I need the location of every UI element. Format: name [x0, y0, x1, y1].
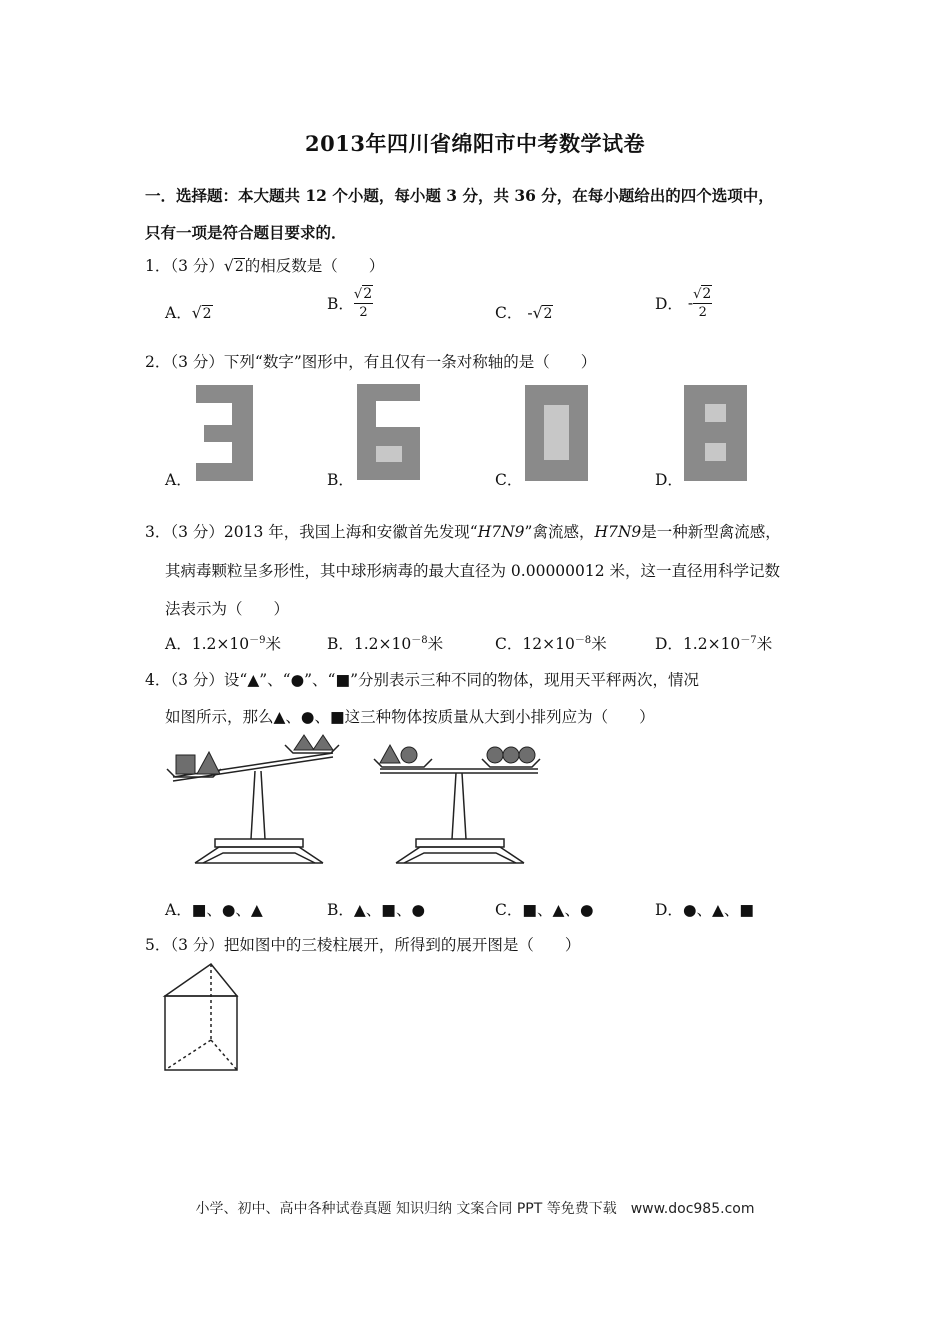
balance-scale-1	[165, 733, 345, 873]
q3-option-c[interactable]: C．$12\times 10^{-8}$米	[495, 635, 607, 654]
virus-name: H7N9	[477, 523, 525, 541]
q2-option-d-label[interactable]: D．	[655, 471, 683, 489]
balance-scale-2	[370, 733, 550, 873]
q3-option-a[interactable]: A．$1.2\times 10^{-9}$米	[165, 635, 281, 654]
q1-option-c[interactable]: C． -√2	[495, 304, 553, 322]
q1-score: （3 分）	[170, 257, 224, 275]
triangular-prism-figure	[164, 962, 240, 1074]
q2-option-a-label[interactable]: A．	[165, 471, 192, 489]
q1-sqrt: √2	[223, 257, 244, 275]
page-title: 2013年四川省绵阳市中考数学试卷	[305, 131, 645, 156]
q1-option-c-sqrt: √2	[532, 304, 553, 322]
q1-option-d-fraction: $\frac{√2}{2}$	[693, 286, 712, 320]
footer-text: 小学、初中、高中各种试卷真题 知识归纳 文案合同 PPT 等免费下载 www.doc985.com	[195, 1201, 755, 1217]
q3-option-d[interactable]: D．$1.2\times 10^{-7}$米	[655, 635, 773, 654]
digit-6-figure	[357, 384, 421, 480]
q4-option-c[interactable]: C．■、▲、●	[495, 901, 594, 919]
virus-name-2: H7N9	[594, 523, 642, 541]
q3-option-b[interactable]: B．$1.2\times 10^{-8}$米	[327, 635, 444, 654]
question-2: 2．（3 分）下列“数字”图形中，有且仅有一条对称轴的是（ ）	[145, 353, 597, 371]
question-3-line2: 其病毒颗粒呈多形性，其中球形病毒的最大直径为 0.00000012 米，这一直径用科学记数	[165, 562, 781, 580]
q1-option-a[interactable]: A．√2	[165, 304, 212, 322]
q4-option-b[interactable]: B．▲、■、●	[327, 901, 425, 919]
q2-option-c-label[interactable]: C．	[495, 471, 523, 489]
q1-stem: 的相反数是（ ）	[244, 257, 385, 275]
question-4-line2: 如图所示，那么▲、●、■这三种物体按质量从大到小排列应为（ ）	[165, 708, 655, 726]
question-3-line3: 法表示为（ ）	[165, 600, 290, 618]
digit-3-figure	[196, 385, 256, 481]
question-1	[145, 254, 384, 276]
section-heading-line2: 只有一项是符合题目要求的．	[145, 223, 347, 242]
q4-option-a[interactable]: A．■、●、▲	[165, 901, 263, 919]
q1-option-d[interactable]: D． - $\frac{√2}{2}$	[655, 286, 712, 320]
question-3-line1: 3．（3 分）2013 年，我国上海和安徽首先发现“H7N9”禽流感，H7N9是一种新型禽流感，	[145, 523, 781, 541]
question-5: 5．（3 分）把如图中的三棱柱展开，所得到的展开图是（ ）	[145, 936, 581, 954]
q1-option-b-fraction: $\frac{√2}{2}$	[353, 286, 373, 320]
digit-8-figure	[684, 385, 748, 481]
q1-number: 1．	[145, 257, 171, 275]
q2-option-b-label[interactable]: B．	[327, 471, 354, 489]
section-heading-line1: 一．选择题：本大题共 12 个小题，每小题 3 分，共 36 分，在每小题给出的四个选项中，	[145, 186, 774, 205]
q1-option-b[interactable]: B． $\frac{√2}{2}$	[327, 286, 373, 320]
q4-option-d[interactable]: D．●、▲、■	[655, 901, 755, 919]
digit-0-figure	[525, 385, 589, 481]
question-4-line1: 4．（3 分）设“▲”、“●”、“■”分别表示三种不同的物体，现用天平秤两次，情况	[145, 671, 700, 689]
q1-option-a-sqrt: √2	[191, 304, 212, 322]
